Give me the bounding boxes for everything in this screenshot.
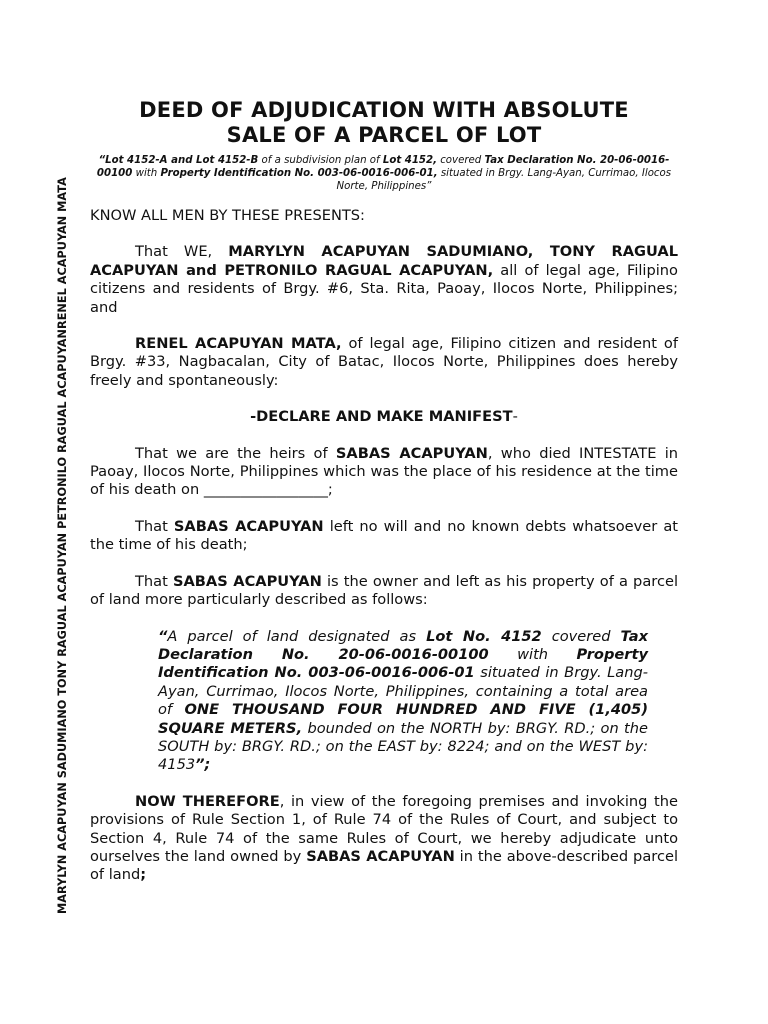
text: , who died INTESTATE in Paoay, Ilocos Norte, Philippines which was the place of his residence at the time of his death on _________________; [90,444,678,499]
title-line-1: DEED OF ADJUDICATION WITH ABSOLUTE [139,98,629,122]
text: That [135,572,173,590]
subtitle-text: with [132,168,161,179]
paragraph-parties [90,243,678,317]
decedent-name: SABAS ACAPUYAN [173,517,324,535]
buyer-name: RENEL ACAPUYAN MATA, [135,335,342,353]
now-therefore: NOW THEREFORE [135,792,280,810]
text: That we are the heirs of [135,444,336,462]
paragraph-no-will [90,518,678,555]
text: with [488,645,577,663]
intro-line: KNOW ALL MEN BY THESE PRESENTS: [90,207,365,224]
paragraph-ownership [90,573,678,610]
subtitle-tax-declaration: Tax Declaration No. 20-06-0016-00100 [96,155,670,179]
margin-signature-names: MARYLYN ACAPUYAN SADUMIANO TONY RAGUAL ACAPUYAN PETRONILO RAGUAL ACAPUYANRENEL ACAPUYAN MATA [56,177,69,914]
total-area: ONE THOUSAND FOUR HUNDRED AND FIVE (1,405) SQUARE METERS, [158,701,648,737]
text: That WE, [135,243,229,261]
text: left no will and no known debts whatsoever at the time of his death; [90,517,678,554]
subtitle-text: covered [436,155,485,166]
tax-declaration: Tax Declaration No. 20-06-0016-00100 [158,627,648,663]
text: bounded on the NORTH by: BRGY. RD.; on the SOUTH by: BRGY. RD.; on the EAST by: 8224; and on the WEST by: 4153 [158,719,648,774]
party-names: MARYLYN ACAPUYAN SADUMIANO, TONY RAGUAL ACAPUYAN and PETRONILO RAGUAL ACAPUYAN, [90,243,679,279]
document-title [90,98,678,148]
text: in the above-described parcel of land [90,847,678,884]
document-body [90,98,678,885]
decedent-name: SABAS ACAPUYAN [172,572,322,590]
document-subtitle [94,154,674,193]
text: - [512,408,518,426]
decedent-name: SABAS ACAPUYAN [335,444,488,462]
text: That [135,517,174,535]
text: is the owner and left as his property of a parcel of land more particularly described as follows: [90,572,678,609]
subtitle-lots: “Lot 4152-A and Lot 4152-B [98,155,259,166]
text: covered [541,627,621,645]
subtitle-text: of a subdivision plan of [258,155,383,166]
title-line-2: SALE OF A PARCEL OF LOT [226,123,542,147]
subtitle-lot: Lot 4152, [382,155,437,166]
text: all of legal age, Filipino citizens and residents of Brgy. #6, Sta. Rita, Paoay, Ilocos Norte, Philippines; and [90,261,678,316]
quote-mark: “ [158,627,168,645]
text: of legal age, Filipino citizen and resident of Brgy. #33, Nagbacalan, City of Batac, Ilocos Norte, Philippines does hereby freely and spontaneously: [90,335,678,389]
paragraph-buyer [90,335,678,390]
subtitle-location: situated in Brgy. Lang-Ayan, Currimao, Ilocos Norte, Philippines” [336,168,672,192]
text: A parcel of land designated as [167,627,427,645]
paragraph-heirs [90,445,678,500]
text: , in view of the foregoing premises and invoking the provisions of Rule Section 1, of Rule 74 of the Rules of Court, and subject to Section 4, Rule 74 of the same Rules of Court, we hereby adjudicate unto ourselves the land owned by [90,792,678,865]
quote-end: ”; [195,756,211,774]
paragraph-now-therefore [90,793,678,885]
lot-number: Lot No. 4152 [426,627,542,645]
declare-text: -DECLARE AND MAKE MANIFEST [250,408,513,426]
declare-heading [90,408,678,426]
subtitle-property-id: Property Identification No. 003-06-0016-006-01, [160,168,438,179]
decedent-name: SABAS ACAPUYAN [306,847,455,865]
property-description [158,628,648,775]
text: situated in Brgy. Lang-Ayan, Currimao, Ilocos Norte, Philippines, containing a total area of [158,664,648,719]
property-id: Property Identification No. 003-06-0016-006-01 [158,645,648,682]
semicolon: ; [140,866,147,884]
